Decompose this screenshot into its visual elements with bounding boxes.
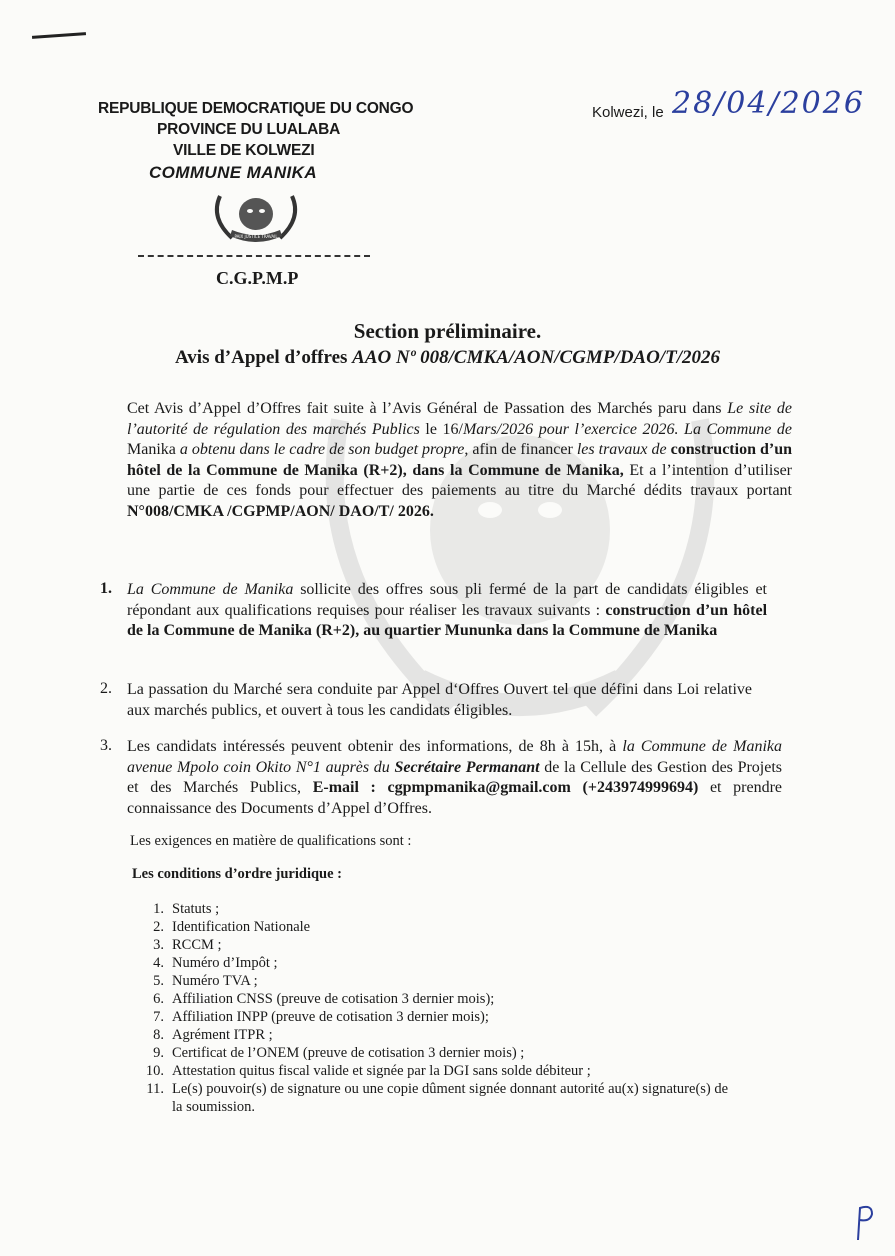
list-item: 5. Numéro TVA ; xyxy=(153,973,258,989)
requirements-intro: Les exigences en matière de qualifications sont : xyxy=(130,833,412,849)
notice-prefix: Avis d’Appel d’offres xyxy=(175,347,348,368)
legal-conditions-list xyxy=(140,900,740,1116)
list-item: 2. Identification Nationale xyxy=(153,919,311,935)
commune-name: COMMUNE MANIKA xyxy=(149,163,318,182)
list-item: 1. Statuts ; xyxy=(153,901,220,917)
emblem-motto: PAIX JUSTICE TRAVAIL xyxy=(234,234,278,239)
list-item: 3. RCCM ; xyxy=(153,937,222,953)
point-1-number: 1. xyxy=(100,580,112,597)
list-item: 10. Attestation quitus fiscal valide et signée par la DGI sans solde débiteur ; xyxy=(145,1063,591,1079)
date-prefix: Kolwezi, le xyxy=(592,104,664,121)
list-item: 11. Le(s) pouvoir(s) de signature ou une copie dûment signée donnant autorité au(x) signature(s) de la soumission. xyxy=(146,1081,729,1115)
intro-paragraph: Cet Avis d’Appel d’Offres fait suite à l’Avis Général de Passation des Marchés paru dans Le site de l’autorité de régulation des marchés Publics le 16/Mars/2026 pour l’exercice 2026. La Commune de Manika a obtenu dans le cadre de son budget propre, afin de financer les travaux de construction d’un hôtel de la Commune de Manika (R+2), dans la Commune de Manika, Et a l’intention d’utiliser une partie de ces fonds pour effectuer des paiements au titre du Marché dédits travaux portant N°008/CMKA /CGPMP/AON/ DAO/T/ 2026. xyxy=(127,400,793,520)
list-item: 7. Affiliation INPP (preuve de cotisation 3 dernier mois); xyxy=(153,1009,489,1025)
province-name: PROVINCE DU LUALABA xyxy=(157,121,341,138)
office-acronym: C.G.P.M.P xyxy=(216,268,299,288)
notice-reference: AAO Nº 008/CMKA/AON/CGMP/DAO/T/2026 xyxy=(352,347,720,368)
country-name: REPUBLIQUE DEMOCRATIQUE DU CONGO xyxy=(98,100,414,117)
header-divider xyxy=(138,255,370,257)
point-3-number: 3. xyxy=(100,737,112,754)
point-1-text: La Commune de Manika sollicite des offres sous pli fermé de la part de candidats éligibles et répondant aux qualifications requises pour réaliser les travaux suivants : construction d’un hôtel de la Commune de Manika (R+2), au quartier Mununka dans la Commune de Manika xyxy=(127,581,768,639)
city-name: VILLE DE KOLWEZI xyxy=(173,142,315,159)
point-2-number: 2. xyxy=(100,680,112,697)
coat-of-arms-emblem xyxy=(206,188,306,248)
scan-mark xyxy=(32,32,86,39)
list-item: 9. Certificat de l’ONEM (preuve de cotisation 3 dernier mois) ; xyxy=(153,1045,525,1061)
list-item: 4. Numéro d’Impôt ; xyxy=(153,955,278,971)
point-3-text: Les candidats intéressés peuvent obtenir des informations, de 8h à 15h, à la Commune de Manika avenue Mpolo coin Okito N°1 auprès du Secrétaire Permanant de la Cellule des Gestion des Projets et des Marchés Publics, E-mail : cgpmpmanika@gmail.com (+243974999694) et prendre connaissance des Documents d’Appel d’Offres. xyxy=(127,738,783,817)
point-2-text: La passation du Marché sera conduite par Appel d‘Offres Ouvert tel que défini dans Loi relative aux marchés publics, et ouvert à tous les candidats éligibles. xyxy=(127,681,752,719)
list-item: 6. Affiliation CNSS (preuve de cotisation 3 dernier mois); xyxy=(153,991,495,1007)
handwritten-initial-mark xyxy=(850,1200,880,1244)
legal-conditions-heading: Les conditions d’ordre juridique : xyxy=(132,866,343,882)
list-item: 8. Agrément ITPR ; xyxy=(153,1027,273,1043)
notice-title xyxy=(0,347,895,369)
handwritten-date: 28/04/2026 xyxy=(672,86,865,121)
section-title: Section préliminaire. xyxy=(353,319,542,343)
